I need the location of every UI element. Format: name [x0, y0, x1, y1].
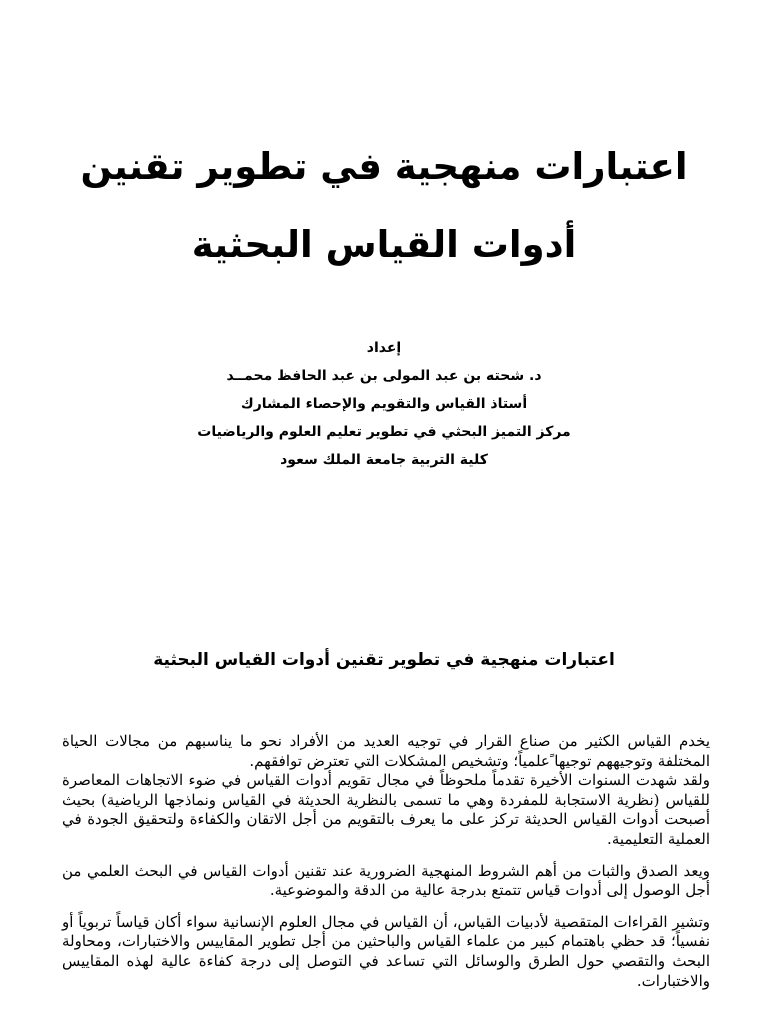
paragraph: وتشير القراءات المتقصية لأدبيات القياس، أن القياس في مجال العلوم الإنسانية سواء أكان قياساً تربوياً أو نفسياً؛ قد حظي باهتمام كبير من علماء القياس والباحثين من أجل تطوير المقاييس والاختبارات، ومحاولة البحث والتقصي حول الطرق والوسائل التي تساعد في التوصل إلى درجة كفاءة عالية لهذه المقاييس والاختبارات. [62, 912, 710, 990]
author-center: مركز التميز البحثي في تطوير تعليم العلوم والرياضيات [197, 424, 571, 440]
document-title-line-1: اعتبارات منهجية في تطوير تقنين [80, 145, 688, 188]
prepared-by-label: إعداد [366, 340, 402, 356]
paragraph: يخدم القياس الكثير من صناع القرار في توجيه العديد من الأفراد نحو ما يناسبهم من مجالات الحياة المختلفة وتوجيههم توجيها ًعلمياً؛ وتشخيص المشكلات التي تعترض توافقهم. [62, 732, 710, 770]
paragraph: ويعد الصدق والثبات من أهم الشروط المنهجية الضرورية عند تقنين أدوات القياس في البحث العلمي من أجل الوصول إلى أدوات قياس تتمتع بدرجة عالية من الدقة والموضوعية. [62, 861, 710, 900]
paragraph: ولقد شهدت السنوات الأخيرة تقدماً ملحوظاً في مجال تقويم أدوات القياس في ضوء الاتجاهات المعاصرة للقياس (نظرية الاستجابة للمفردة وهي ما تسمى بالنظرية الحديثة في القياس ونماذجها الرياضية) بحيث أصبحت أدوات القياس الحديثة تركز على ما يعرف بالتقويم من أجل الاتقان والكفاءة ولتحقيق الجودة في العملية التعليمية. [62, 771, 710, 848]
author-position: أستاذ القياس والتقويم والإحصاء المشارك [240, 396, 528, 412]
document-title-line-2: أدوات القياس البحثية [191, 223, 577, 266]
author-college: كلية التربية جامعة الملك سعود [280, 452, 488, 468]
section-heading: اعتبارات منهجية في تطوير تقنين أدوات القياس البحثية [153, 650, 615, 670]
author-name: د. شحته بن عبد المولى بن عبد الحافظ محمــد [226, 368, 542, 384]
author-credits [0, 336, 768, 476]
body-text [62, 732, 710, 1003]
